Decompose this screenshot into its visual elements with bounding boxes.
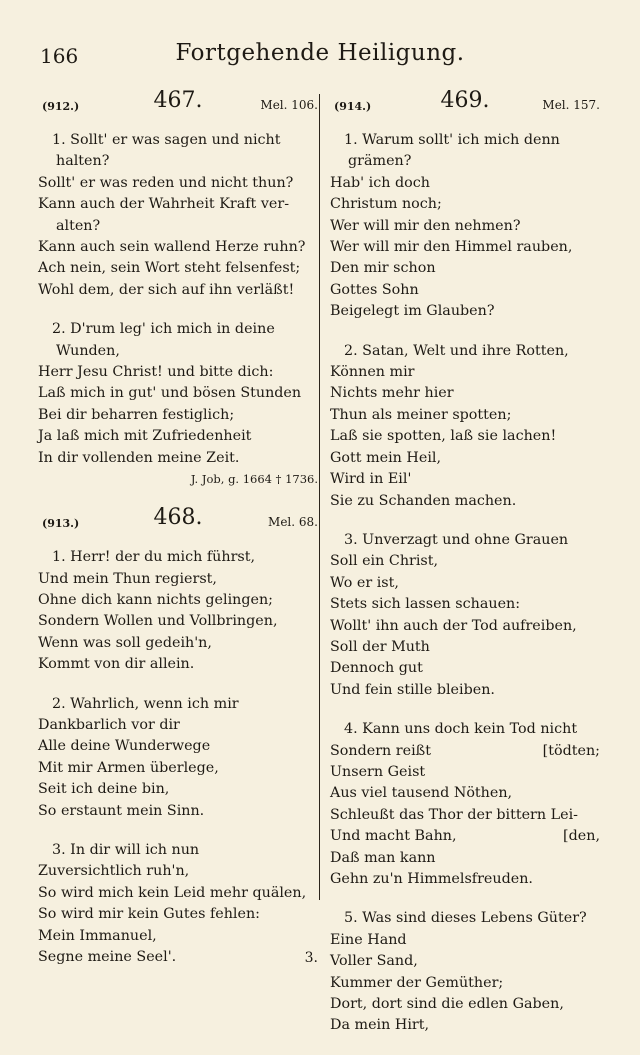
verse-overflow: [tödten;: [542, 742, 600, 759]
hymn-number: 468.: [153, 505, 203, 531]
hymn-header: [38, 505, 318, 537]
verse-line: Dankbarlich vor dir: [38, 716, 180, 733]
stanza-1: [38, 130, 318, 301]
verse-line: alten?: [56, 217, 101, 234]
verse-line: 3. Unverzagt und ohne Grauen: [344, 531, 569, 548]
column-divider: [319, 94, 320, 900]
verse-line: Laß mich in gut' und bösen Stunden: [38, 385, 302, 402]
verse-line: Eine Hand: [330, 931, 407, 948]
verse-line: So wird mich kein Leid mehr quälen,: [38, 884, 307, 901]
verse-text: Sondern reißt: [330, 742, 431, 759]
verse-line: Den mir schon: [330, 260, 436, 277]
verse-line: Beigelegt im Glauben?: [330, 303, 495, 320]
page-number: 166: [40, 44, 79, 68]
verse-line: Soll ein Christ,: [330, 553, 439, 570]
hymn-ref: (914.): [334, 100, 372, 113]
verse-line: So erstaunt mein Sinn.: [38, 802, 205, 819]
verse-line: Unsern Geist: [330, 763, 426, 780]
verse-line: Nichts mehr hier: [330, 385, 454, 402]
hymn-469: [330, 88, 600, 1037]
verse-line: Mit mir Armen überlege,: [38, 759, 219, 776]
verse-line: Soll der Muth: [330, 638, 430, 655]
verse-line: Laß sie spotten, laß sie lachen!: [330, 428, 557, 445]
verse-line: [330, 741, 600, 762]
hymn-header: [38, 88, 318, 120]
verse-line: Aus viel tausend Nöthen,: [330, 785, 513, 802]
verse-line: Und fein stille bleiben.: [330, 681, 495, 698]
verse-line: 3. In dir will ich nun: [52, 841, 200, 858]
verse-line: Ja laß mich mit Zufriedenheit: [38, 428, 252, 445]
verse-line: Gott mein Heil,: [330, 449, 442, 466]
verse-line: Christum noch;: [330, 196, 442, 213]
verse-line: In dir vollenden meine Zeit.: [38, 449, 240, 466]
verse-line: Kann auch sein wallend Herze ruhn?: [38, 239, 306, 256]
stanza-1: [330, 130, 600, 323]
verse-line: grämen?: [348, 153, 412, 170]
stanza-3: [330, 530, 600, 701]
verse-line: Können mir: [330, 364, 415, 381]
verse-line: Sie zu Schanden machen.: [330, 492, 517, 509]
hymn-melody: Mel. 157.: [542, 98, 600, 112]
verse-line: 2. Wahrlich, wenn ich mir: [52, 695, 239, 712]
hymn-number: 467.: [153, 88, 203, 113]
hymn-number: 469.: [440, 88, 490, 113]
verse-line: Wo er ist,: [330, 574, 399, 591]
hymn-ref: (913.): [42, 517, 80, 531]
verse-overflow: [den,: [563, 828, 600, 845]
verse-line: halten?: [56, 153, 110, 170]
verse-line: Gottes Sohn: [330, 281, 419, 298]
hymn-melody: Mel. 106.: [260, 98, 318, 112]
verse-line: Gehn zu'n Himmelsfreuden.: [330, 871, 533, 887]
verse-line: Hab' ich doch: [330, 174, 430, 191]
verse-line: 2. Satan, Welt und ihre Rotten,: [344, 342, 569, 359]
verse-line: Segne meine Seel'.: [38, 949, 177, 965]
stanza-1: [38, 547, 318, 675]
verse-line: [330, 826, 600, 847]
stanza-3: [38, 840, 318, 966]
verse-line: Wunden,: [56, 342, 120, 359]
verse-line: Ach nein, sein Wort steht felsenfest;: [38, 260, 301, 277]
hymn-ref: (912.): [42, 100, 80, 113]
right-column: [330, 88, 600, 1055]
verse-line: Sollt' er was reden und nicht thun?: [38, 174, 294, 191]
verse-line: Seit ich deine bin,: [38, 781, 170, 798]
verse-line: Stets sich lassen schauen:: [330, 596, 521, 613]
hymn-header: [330, 88, 600, 120]
verse-line: Wohl dem, der sich auf ihn verläßt!: [38, 281, 295, 298]
verse-line: Schleußt das Thor der bittern Lei-: [330, 806, 578, 823]
catchword: 3.: [304, 950, 318, 967]
verse-line: 1. Herr! der du mich führst,: [52, 549, 256, 566]
verse-line: Kommt von dir allein.: [38, 656, 195, 673]
verse-line: Wollt' ihn auch der Tod aufreiben,: [330, 617, 577, 634]
verse-line: So wird mir kein Gutes fehlen:: [38, 906, 260, 923]
verse-line: Herr Jesu Christ! und bitte dich:: [38, 364, 274, 381]
verse-line: Zuversichtlich ruh'n,: [38, 863, 190, 880]
verse-line: Bei dir beharren festiglich;: [38, 406, 235, 423]
verse-line: Kummer der Gemüther;: [330, 974, 504, 991]
verse-line: 2. D'rum leg' ich mich in deine: [52, 321, 275, 338]
verse-line: Dort, dort sind die edlen Gaben,: [330, 996, 564, 1013]
hymn-467: [38, 88, 318, 487]
stanza-2: [330, 341, 600, 512]
stanza-2: [38, 319, 318, 487]
verse-line: Da mein Hirt,: [330, 1017, 430, 1034]
hymn-468: [38, 505, 318, 966]
verse-line: Dennoch gut: [330, 660, 423, 677]
verse-line: Wird in Eil': [330, 471, 412, 488]
verse-line: Daß man kann: [330, 849, 436, 866]
verse-line: 1. Warum sollt' ich mich denn: [344, 132, 560, 148]
running-head-title: Fortgehende Heiligung.: [175, 40, 465, 66]
verse-line: Mein Immanuel,: [38, 927, 157, 944]
verse-line: 1. Sollt' er was sagen und nicht: [52, 132, 281, 148]
verse-line: Und mein Thun regierst,: [38, 570, 217, 587]
verse-line: 5. Was sind dieses Lebens Güter?: [344, 910, 587, 927]
left-column: [38, 88, 318, 984]
hymn-melody: Mel. 68.: [268, 515, 318, 530]
verse-line: Wer will mir den Himmel rauben,: [330, 239, 573, 256]
verse-line: Voller Sand,: [330, 953, 418, 970]
verse-line: Wenn was soll gedeih'n,: [38, 634, 212, 651]
verse-line: 4. Kann uns doch kein Tod nicht: [344, 721, 578, 738]
verse-text: Und macht Bahn,: [330, 828, 457, 845]
hymn-author: J. Job, g. 1664 † 1736.: [190, 472, 318, 487]
stanza-2: [38, 694, 318, 822]
verse-line: Kann auch der Wahrheit Kraft ver-: [38, 196, 290, 213]
verse-line: Sondern Wollen und Vollbringen,: [38, 613, 278, 630]
verse-line: Alle deine Wunderwege: [38, 738, 211, 755]
verse-line: Wer will mir den nehmen?: [330, 217, 521, 234]
stanza-4: [330, 719, 600, 890]
verse-line: Ohne dich kann nichts gelingen;: [38, 591, 273, 608]
verse-line: Thun als meiner spotten;: [330, 406, 512, 423]
